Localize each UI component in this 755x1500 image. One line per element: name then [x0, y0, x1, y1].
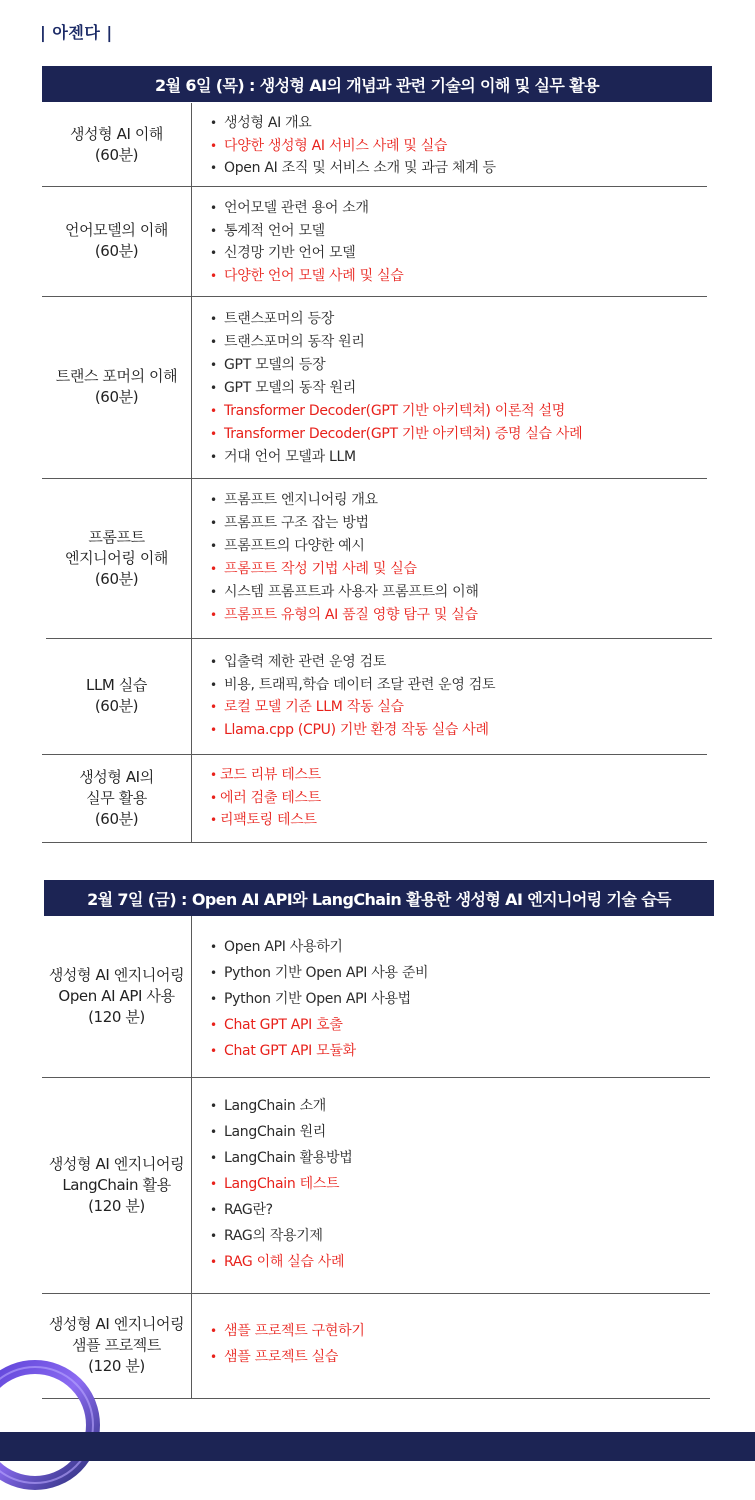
topic-item: • Open AI 조직 및 서비스 소개 및 과금 체계 등: [210, 157, 496, 180]
topic-item-highlight: • Transformer Decoder(GPT 기반 아키텍쳐) 이론적 설명: [210, 400, 582, 423]
topic-item: • Open API 사용하기: [210, 934, 428, 960]
topic-item: • 프롬프트의 다양한 예시: [210, 535, 479, 558]
session-topic-list: [210, 1318, 365, 1370]
session-topic-list: [210, 1093, 352, 1275]
topic-item: • 거대 언어 모델과 LLM: [210, 446, 582, 469]
topic-item: • Python 기반 Open API 사용법: [210, 986, 428, 1012]
topic-item: • 시스템 프롬프트과 사용자 프롬프트의 이해: [210, 581, 479, 604]
topic-item: • GPT 모델의 등장: [210, 354, 582, 377]
topic-item: • 프롬프트 엔지니어링 개요: [210, 489, 479, 512]
session-label: 생성형 AI 엔지니어링 샘플 프로젝트 (120 분): [48, 1315, 185, 1375]
topic-item: • 생성형 AI 개요: [210, 112, 496, 135]
topic-item: • 트랜스포머의 동작 원리: [210, 331, 582, 354]
topic-item-highlight: • Chat GPT API 호출: [210, 1012, 428, 1038]
day1-row-separator: [42, 842, 707, 843]
session-topic-list: [210, 934, 428, 1064]
agenda-heading: | 아젠다 |: [40, 23, 113, 42]
topic-item: • LangChain 활용방법: [210, 1145, 352, 1171]
topic-item: • Python 기반 Open API 사용 준비: [210, 960, 428, 986]
topic-item: • LangChain 원리: [210, 1119, 352, 1145]
topic-item: • 트랜스포머의 등장: [210, 308, 582, 331]
session-label: 생성형 AI 이해 (60분): [69, 124, 164, 164]
day1-title-bar: 2월 6일 (목) : 생성형 AI의 개념과 관련 기술의 이해 및 실무 활용: [42, 66, 712, 102]
topic-item-highlight: • 에러 검출 테스트: [210, 787, 321, 810]
footer-band: [0, 1432, 755, 1461]
day2-row-separator: [42, 1398, 710, 1399]
session-label: 생성형 AI의 실무 활용 (60분): [79, 767, 154, 828]
session-topic-list: [210, 112, 496, 180]
topic-item-highlight: • Transformer Decoder(GPT 기반 아키텍쳐) 증명 실습 사례: [210, 423, 582, 446]
topic-item-highlight: • 코드 리뷰 테스트: [210, 764, 321, 787]
topic-item: • GPT 모델의 동작 원리: [210, 377, 582, 400]
session-label: LLM 실습 (60분): [85, 676, 147, 715]
topic-item-highlight: • Chat GPT API 모듈화: [210, 1038, 428, 1064]
session-label: 생성형 AI 엔지니어링 LangChain 활용 (120 분): [48, 1154, 185, 1215]
session-label: 생성형 AI 엔지니어링 Open AI API 사용 (120 분): [48, 966, 185, 1026]
topic-item-highlight: • 로컬 모델 기준 LLM 작동 실습: [210, 696, 495, 719]
topic-item-highlight: • Llama.cpp (CPU) 기반 환경 작동 실습 사례: [210, 719, 495, 742]
topic-item-highlight: • 프롬프트 유형의 AI 품질 영향 탐구 및 실습: [210, 604, 479, 627]
session-topic-list: [210, 764, 321, 832]
topic-item: • RAG의 작용기제: [210, 1223, 352, 1249]
session-label: 언어모델의 이해 (60분): [65, 221, 168, 260]
session-topic-list: [210, 489, 479, 627]
session-topic-list: [210, 651, 495, 741]
session-topic-list: [210, 308, 582, 469]
topic-item: • 프롬프트 구조 잡는 방법: [210, 512, 479, 535]
topic-item: • 비용, 트래픽,학습 데이터 조달 관련 운영 검토: [210, 674, 495, 697]
day2-column-divider: [191, 916, 192, 1398]
topic-item: • 신경망 기반 언어 모델: [210, 242, 403, 265]
topic-item-highlight: • 다양한 생성형 AI 서비스 사례 및 실습: [210, 135, 496, 158]
topic-item-highlight: • LangChain 테스트: [210, 1171, 352, 1197]
topic-item-highlight: • RAG 이해 실습 사례: [210, 1249, 352, 1275]
session-label: 트랜스 포머의 이해 (60분): [55, 367, 178, 406]
topic-item-highlight: • 프롬프트 작성 기법 사례 및 실습: [210, 558, 479, 581]
session-label: 프롬프트 엔지니어링 이해 (60분): [65, 527, 168, 588]
ring-decoration-icon: [0, 1350, 110, 1500]
topic-item-highlight: • 샘플 프로젝트 구현하기: [210, 1318, 365, 1344]
topic-item-highlight: • 리팩토링 테스트: [210, 809, 321, 832]
day1-column-divider: [191, 103, 192, 842]
topic-item: • 통계적 언어 모델: [210, 220, 403, 243]
topic-item: • 언어모델 관련 용어 소개: [210, 197, 403, 220]
day2-title-bar: 2월 7일 (금) : Open AI API와 LangChain 활용한 생성형 AI 엔지니어링 기술 습득: [44, 880, 714, 916]
topic-item: • RAG란?: [210, 1197, 352, 1223]
topic-item: • LangChain 소개: [210, 1093, 352, 1119]
session-topic-list: [210, 197, 403, 287]
topic-item: • 입출력 제한 관련 운영 검토: [210, 651, 495, 674]
topic-item-highlight: • 다양한 언어 모델 사례 및 실습: [210, 265, 403, 288]
topic-item-highlight: • 샘플 프로젝트 실습: [210, 1344, 365, 1370]
